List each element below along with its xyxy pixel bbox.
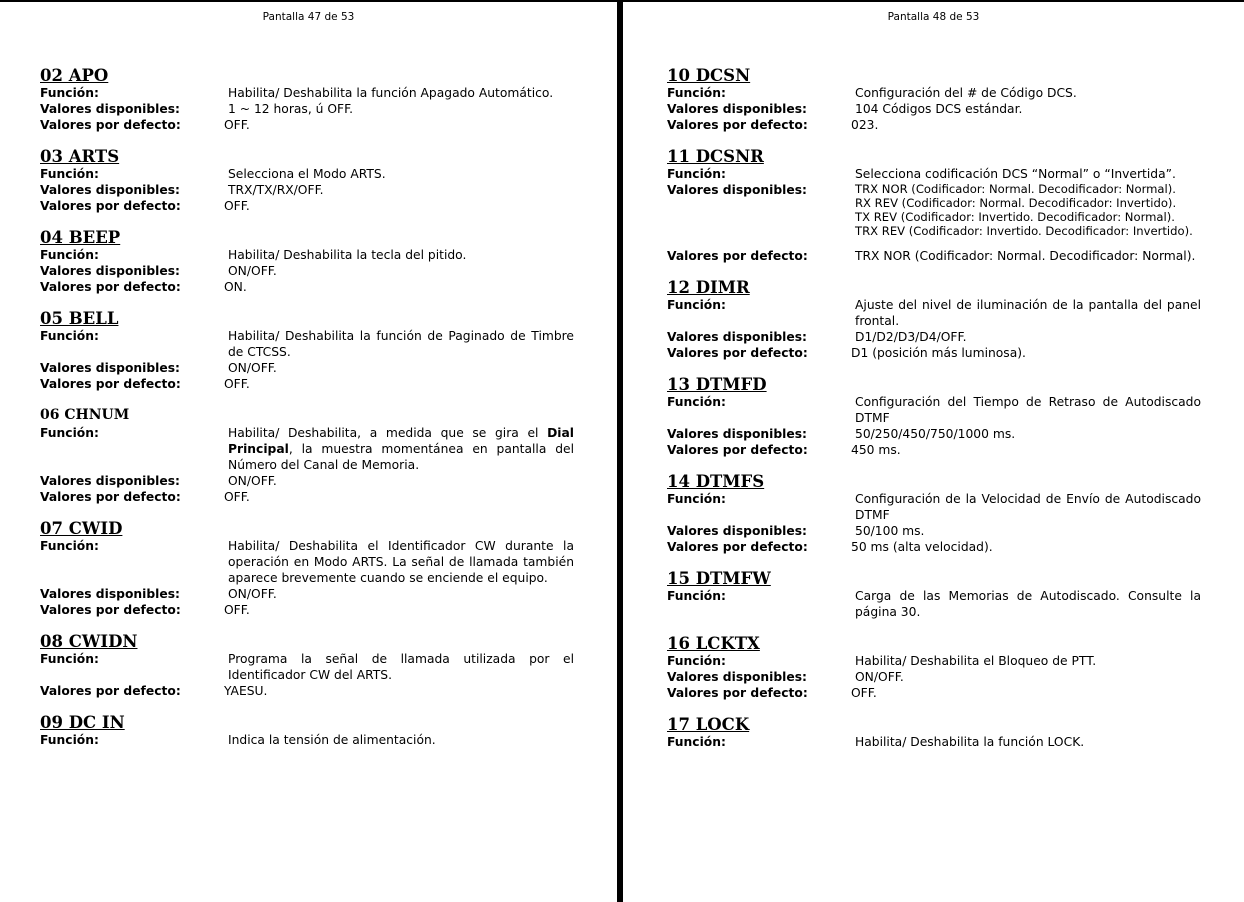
valores-value: ON/OFF. — [228, 264, 277, 278]
valores-value: 104 Códigos DCS estándar. — [855, 102, 1023, 116]
defecto-value: YAESU. — [224, 684, 268, 698]
section-dtmfs — [667, 472, 1201, 555]
funcion-label: Función: — [667, 298, 726, 312]
section-title: 13 DTMFD — [667, 375, 767, 394]
valores-label: Valores disponibles: — [40, 361, 180, 375]
section-title: 02 APO — [40, 66, 109, 85]
funcion-label: Función: — [667, 589, 726, 603]
funcion-label: Función: — [40, 539, 99, 553]
section-beep — [40, 228, 574, 295]
valores-label: Valores disponibles: — [40, 587, 180, 601]
section-cwidn — [40, 632, 574, 699]
section-apo — [40, 66, 574, 133]
valores-label: Valores disponibles: — [667, 427, 807, 441]
valores-value — [855, 182, 1201, 238]
valores-value: D1/D2/D3/D4/OFF. — [855, 330, 967, 344]
valores-value: TRX/TX/RX/OFF. — [228, 183, 324, 197]
page-header: Pantalla 47 de 53 — [262, 11, 355, 23]
funcion-label: Función: — [667, 395, 726, 409]
funcion-value: Selecciona el Modo ARTS. — [228, 167, 386, 181]
section-title: 11 DCSNR — [667, 147, 764, 166]
funcion-value: Ajuste del nivel de iluminación de la pantalla del panel frontal. — [855, 298, 1201, 328]
defecto-value: TRX NOR (Codificador: Normal. Decodificador: Normal). — [855, 249, 1196, 263]
section-title: 08 CWIDN — [40, 632, 138, 651]
defecto-label: Valores por defecto: — [667, 118, 808, 132]
funcion-value: Habilita/ Deshabilita, a medida que se gira el Dial Principal, la muestra momentánea en pantalla del Número del Canal de Memoria. — [228, 426, 574, 472]
section-title: 06 CHNUM — [40, 407, 130, 423]
defecto-value: OFF. — [224, 603, 250, 617]
defecto-value: ON. — [224, 280, 247, 294]
valores-value: ON/OFF. — [855, 670, 904, 684]
section-dtmfw — [667, 569, 1201, 620]
defecto-value: OFF. — [224, 377, 250, 391]
defecto-value: D1 (posición más luminosa). — [851, 346, 1026, 360]
section-cwid — [40, 519, 574, 618]
section-title: 15 DTMFW — [667, 569, 771, 588]
section-lock — [667, 715, 1201, 750]
defecto-label: Valores por defecto: — [40, 603, 181, 617]
funcion-label: Función: — [667, 735, 726, 749]
section-dcsnr — [667, 147, 1201, 264]
funcion-label: Función: — [667, 654, 726, 668]
section-dc-in — [40, 713, 574, 748]
valores-label: Valores disponibles: — [667, 102, 807, 116]
defecto-label: Valores por defecto: — [40, 377, 181, 391]
valores-label: Valores disponibles: — [667, 670, 807, 684]
defecto-label: Valores por defecto: — [667, 686, 808, 700]
valores-line: TRX REV (Codificador: Invertido. Decodificador: Invertido). — [855, 224, 1193, 238]
funcion-value: Habilita/ Deshabilita la tecla del pitido. — [228, 248, 467, 262]
valores-label: Valores disponibles: — [667, 183, 807, 197]
funcion-label: Función: — [40, 167, 99, 181]
funcion-label: Función: — [667, 492, 726, 506]
section-title: 12 DIMR — [667, 278, 750, 297]
section-title: 05 BELL — [40, 309, 119, 328]
section-arts — [40, 147, 574, 214]
valores-value: 1 ~ 12 horas, ú OFF. — [228, 102, 354, 116]
defecto-value: 50 ms (alta velocidad). — [851, 540, 993, 554]
section-title: 17 LOCK — [667, 715, 750, 734]
defecto-label: Valores por defecto: — [40, 280, 181, 294]
section-title: 09 DC IN — [40, 713, 125, 732]
defecto-value: 023. — [851, 118, 879, 132]
page-content — [667, 66, 1201, 764]
valores-value: ON/OFF. — [228, 361, 277, 375]
funcion-label: Función: — [40, 426, 99, 440]
valores-value: ON/OFF. — [228, 587, 277, 601]
valores-label: Valores disponibles: — [40, 474, 180, 488]
funcion-value: Configuración del # de Código DCS. — [855, 86, 1077, 100]
page-header: Pantalla 48 de 53 — [887, 11, 980, 23]
page-48 — [623, 2, 1244, 902]
funcion-value: Habilita/ Deshabilita el Identificador CW durante la operación en Modo ARTS. La señal de llamada también aparece brevemente cuando se enciende el equipo. — [228, 539, 574, 585]
page-47 — [0, 2, 617, 902]
valores-label: Valores disponibles: — [40, 183, 180, 197]
defecto-label: Valores por defecto: — [667, 443, 808, 457]
funcion-label: Función: — [40, 652, 99, 666]
section-chnum — [40, 406, 574, 505]
section-dimr — [667, 278, 1201, 361]
defecto-label: Valores por defecto: — [667, 249, 808, 263]
dial-principal-text: Dial Principal — [228, 426, 574, 456]
section-title: 10 DCSN — [667, 66, 751, 85]
funcion-value: Configuración del Tiempo de Retraso de Autodiscado DTMF — [855, 395, 1201, 425]
funcion-label: Función: — [40, 248, 99, 262]
section-lcktx — [667, 634, 1201, 701]
valores-value: 50/250/450/750/1000 ms. — [855, 427, 1016, 441]
defecto-label: Valores por defecto: — [40, 684, 181, 698]
section-bell — [40, 309, 574, 392]
section-dcsn — [667, 66, 1201, 133]
section-title: 04 BEEP — [40, 228, 121, 247]
defecto-value: OFF. — [224, 118, 250, 132]
funcion-label: Función: — [40, 329, 99, 343]
valores-label: Valores disponibles: — [667, 524, 807, 538]
funcion-value: Habilita/ Deshabilita el Bloqueo de PTT. — [855, 654, 1097, 668]
funcion-label: Función: — [667, 167, 726, 181]
section-title: 14 DTMFS — [667, 472, 765, 491]
funcion-value: Carga de las Memorias de Autodiscado. Consulte la página 30. — [855, 589, 1201, 619]
section-title: 07 CWID — [40, 519, 123, 538]
funcion-value: Indica la tensión de alimentación. — [228, 733, 436, 747]
section-dtmfd — [667, 375, 1201, 458]
defecto-label: Valores por defecto: — [40, 490, 181, 504]
defecto-label: Valores por defecto: — [40, 118, 181, 132]
section-title: 16 LCKTX — [667, 634, 760, 653]
funcion-label: Función: — [40, 733, 99, 747]
defecto-value: OFF. — [224, 199, 250, 213]
valores-label: Valores disponibles: — [667, 330, 807, 344]
defecto-value: 450 ms. — [851, 443, 901, 457]
funcion-value: Configuración de la Velocidad de Envío de Autodiscado DTMF — [855, 492, 1201, 522]
defecto-value: OFF. — [851, 686, 877, 700]
funcion-label: Función: — [667, 86, 726, 100]
defecto-label: Valores por defecto: — [667, 540, 808, 554]
valores-line: RX REV (Codificador: Normal. Decodificador: Invertido). — [855, 196, 1177, 210]
defecto-label: Valores por defecto: — [667, 346, 808, 360]
valores-label: Valores disponibles: — [40, 264, 180, 278]
valores-line: TRX NOR (Codificador: Normal. Decodificador: Normal). — [855, 182, 1176, 196]
valores-label: Valores disponibles: — [40, 102, 180, 116]
valores-line: TX REV (Codificador: Invertido. Decodificador: Normal). — [855, 210, 1175, 224]
valores-value: 50/100 ms. — [855, 524, 925, 538]
funcion-value: Habilita/ Deshabilita la función LOCK. — [855, 735, 1085, 749]
funcion-value: Habilita/ Deshabilita la función de Paginado de Timbre de CTCSS. — [228, 329, 574, 359]
funcion-label: Función: — [40, 86, 99, 100]
funcion-value: Programa la señal de llamada utilizada por el Identificador CW del ARTS. — [228, 652, 574, 682]
funcion-value: Selecciona codificación DCS “Normal” o “Invertida”. — [855, 167, 1176, 181]
page-content — [40, 66, 574, 762]
defecto-label: Valores por defecto: — [40, 199, 181, 213]
defecto-value: OFF. — [224, 490, 250, 504]
valores-value: ON/OFF. — [228, 474, 277, 488]
funcion-value: Habilita/ Deshabilita la función Apagado Automático. — [228, 86, 554, 100]
section-title: 03 ARTS — [40, 147, 120, 166]
